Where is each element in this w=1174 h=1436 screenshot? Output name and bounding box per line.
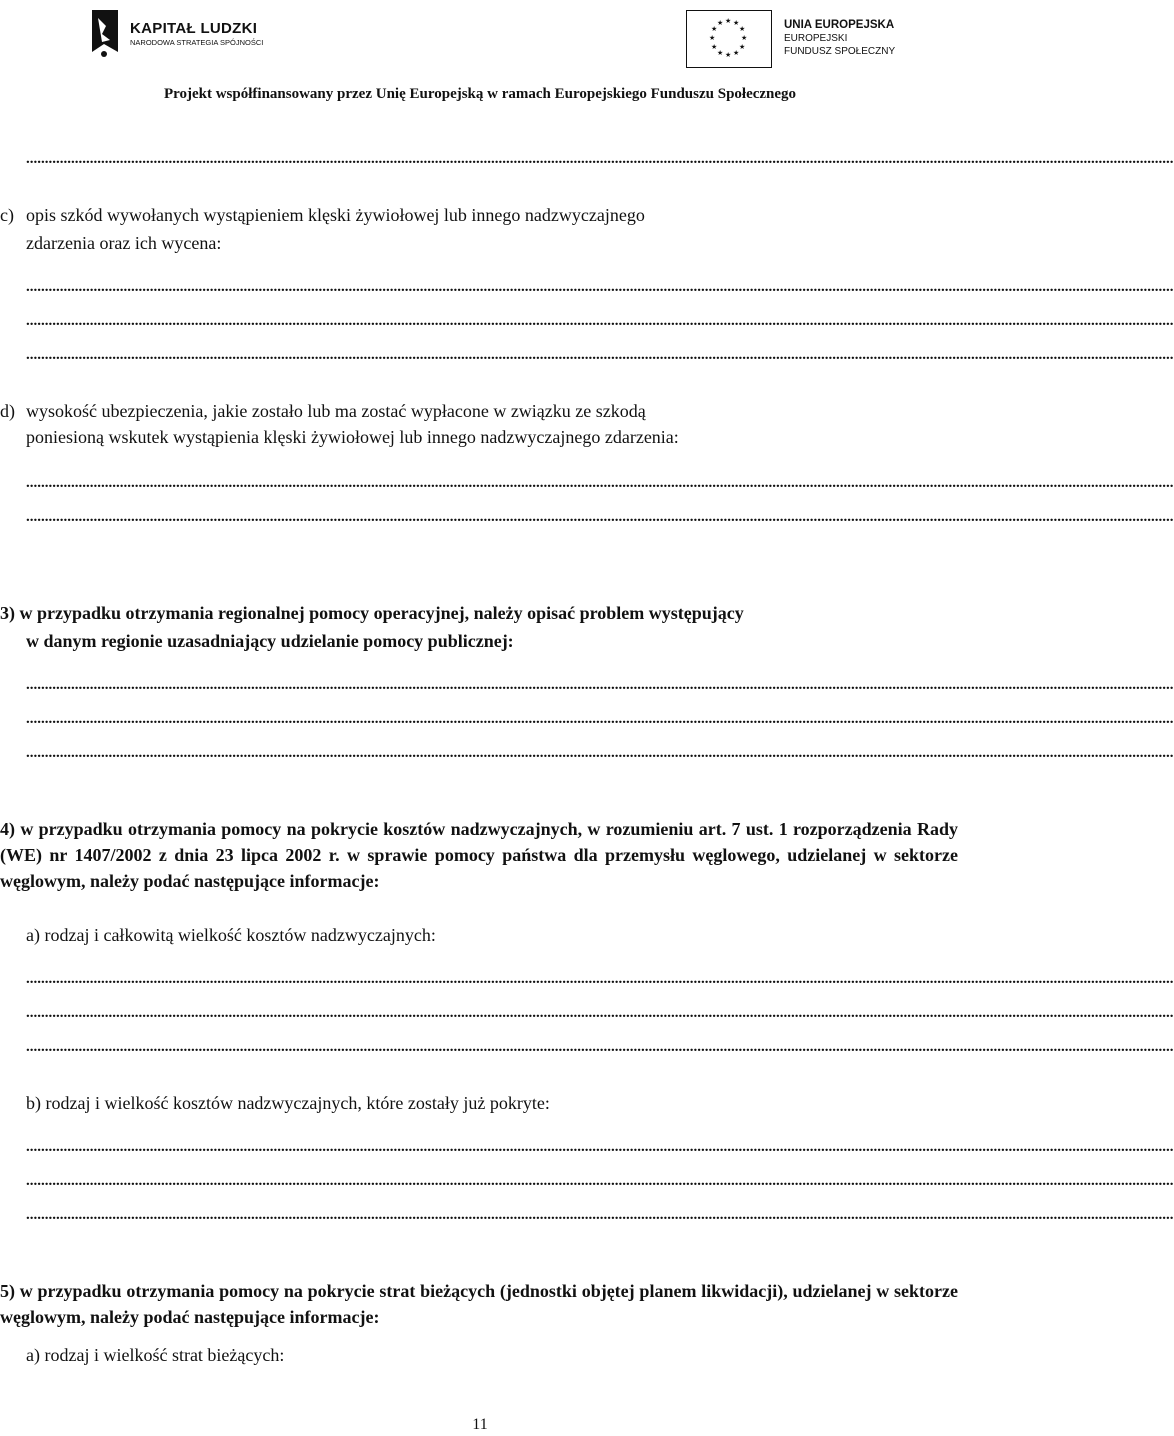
svg-text:★: ★: [733, 49, 740, 57]
section-3-line-2: w danym regionie uzasadniający udzielanie pomocy publicznej:: [26, 631, 514, 651]
eu-line-1: UNIA EUROPEJSKA: [784, 19, 895, 31]
svg-text:★: ★: [725, 17, 732, 25]
fill-line: ..................................................................................................................................................................................................................................................................................................................: [26, 1173, 1174, 1189]
item-c-line-2: zdarzenia oraz ich wycena:: [26, 233, 222, 253]
kapital-ludzki-title: KAPITAŁ LUDZKI: [130, 20, 258, 37]
section-4-text: 4) w przypadku otrzymania pomocy na pokrycie kosztów nadzwyczajnych, w rozumieniu art. 7 ust. 1 rozporządzenia Rady (WE) nr 1407/2002 z dnia 23 lipca 2002 r. w sprawie pomocy państwa dla przemysłu węglowego, udzielanej w sektorze węglowym, należy podać następujące informacje:: [0, 819, 958, 891]
fill-line: ..................................................................................................................................................................................................................................................................................................................: [26, 677, 1174, 693]
fill-line: ..................................................................................................................................................................................................................................................................................................................: [26, 1039, 1174, 1055]
fill-line: ..................................................................................................................................................................................................................................................................................................................: [26, 711, 1174, 727]
eu-line-2: EUROPEJSKI: [784, 33, 848, 44]
page-number: 11: [472, 1416, 488, 1433]
section-3-line-1: 3) w przypadku otrzymania regionalnej pomocy operacyjnej, należy opisać problem występujący: [0, 603, 744, 623]
fill-line: ..................................................................................................................................................................................................................................................................................................................: [26, 151, 1174, 167]
svg-text:★: ★: [725, 51, 732, 59]
svg-text:★: ★: [709, 34, 716, 42]
item-d-label: d): [0, 401, 15, 421]
eu-line-3: FUNDUSZ SPOŁECZNY: [784, 46, 896, 57]
fill-line: ..................................................................................................................................................................................................................................................................................................................: [26, 1207, 1174, 1223]
item-d-line-2: poniesioną wskutek wystąpienia klęski żywiołowej lub innego nadzwyczajnego zdarzenia:: [26, 427, 679, 447]
fill-line: ..................................................................................................................................................................................................................................................................................................................: [26, 745, 1174, 761]
section-4-item-a: a) rodzaj i całkowitą wielkość kosztów nadzwyczajnych:: [26, 925, 436, 945]
svg-text:★: ★: [711, 43, 718, 51]
eu-flag-icon: [686, 10, 772, 68]
page-header: [0, 0, 960, 112]
section-5-item-a: a) rodzaj i wielkość strat bieżących:: [26, 1345, 285, 1365]
fill-line: ..................................................................................................................................................................................................................................................................................................................: [26, 279, 1174, 295]
eu-label: [784, 18, 895, 58]
section-5-text: 5) w przypadku otrzymania pomocy na pokrycie strat bieżących (jednostki objętej planem likwidacji), udzielanej w sektorze węglowym, należy podać następujące informacje:: [0, 1281, 958, 1327]
item-d-line-1: wysokość ubezpieczenia, jakie zostało lub ma zostać wypłacone w związku ze szkodą: [26, 401, 646, 421]
item-c-label: c): [0, 205, 14, 225]
item-c-line-1: opis szkód wywołanych wystąpieniem klęski żywiołowej lub innego nadzwyczajnego: [26, 205, 645, 225]
section-4-item-b: b) rodzaj i wielkość kosztów nadzwyczajnych, które zostały już pokryte:: [26, 1093, 550, 1113]
fill-line: ..................................................................................................................................................................................................................................................................................................................: [26, 475, 1174, 491]
svg-text:★: ★: [739, 43, 746, 51]
fill-line: ..................................................................................................................................................................................................................................................................................................................: [26, 1005, 1174, 1021]
fill-line: ..................................................................................................................................................................................................................................................................................................................: [26, 509, 1174, 525]
fill-line: ..................................................................................................................................................................................................................................................................................................................: [26, 313, 1174, 329]
project-cofinancing-line: Projekt współfinansowany przez Unię Europejską w ramach Europejskiego Funduszu Społecznego: [163, 86, 797, 102]
svg-text:★: ★: [711, 25, 718, 33]
svg-text:★: ★: [717, 19, 724, 27]
fill-line: ..................................................................................................................................................................................................................................................................................................................: [26, 347, 1174, 363]
svg-text:★: ★: [717, 49, 724, 57]
svg-text:★: ★: [741, 34, 748, 42]
kapital-ludzki-subtitle: NARODOWA STRATEGIA SPÓJNOŚCI: [130, 38, 264, 47]
fill-line: ..................................................................................................................................................................................................................................................................................................................: [26, 971, 1174, 987]
svg-text:★: ★: [733, 19, 740, 27]
fill-line: ..................................................................................................................................................................................................................................................................................................................: [26, 1139, 1174, 1155]
svg-text:★: ★: [739, 25, 746, 33]
